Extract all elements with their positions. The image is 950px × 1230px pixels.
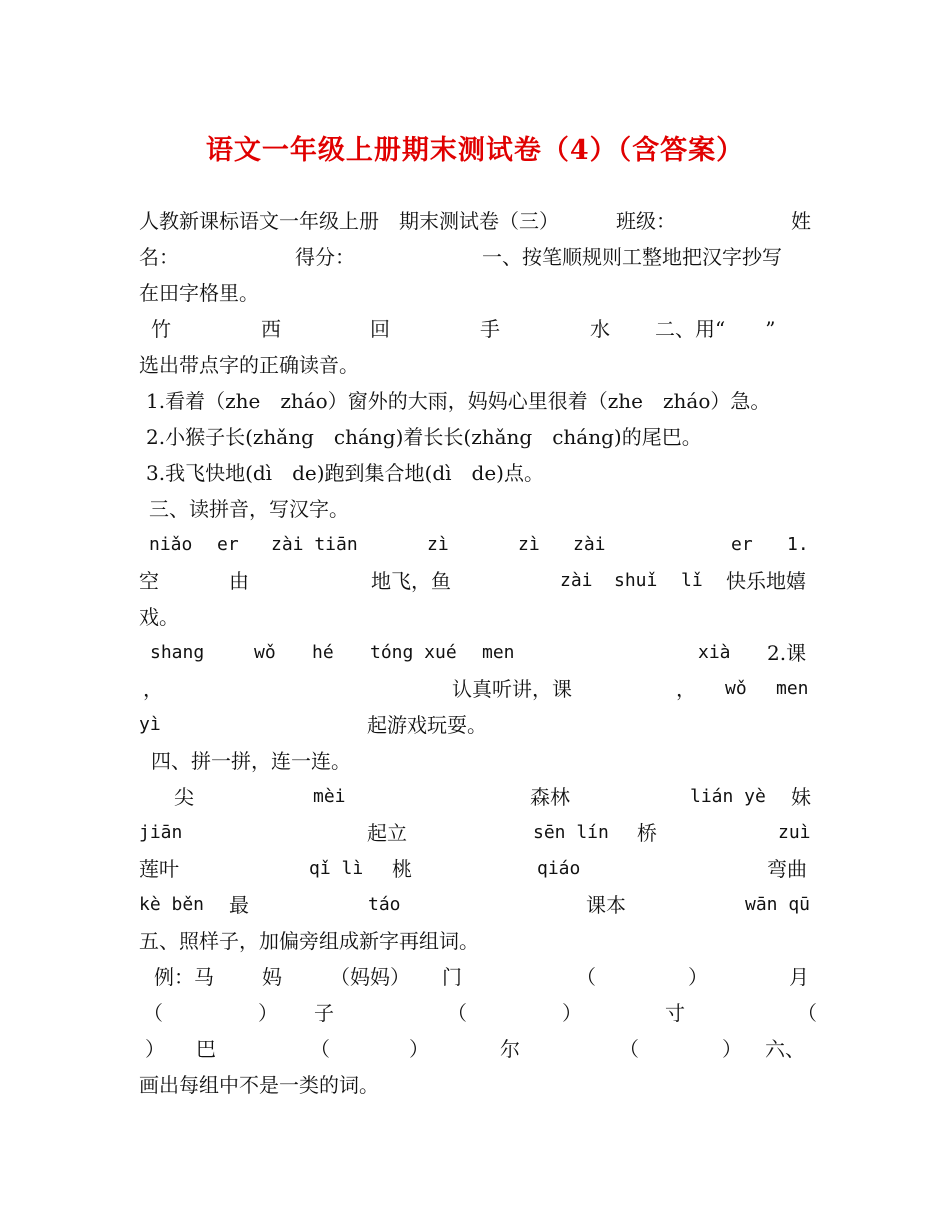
match-item: zuì [778,822,811,843]
pinyin-text: zì [518,534,540,555]
pinyin-text: lǐ [681,570,703,591]
pinyin-text: hé [312,642,334,663]
match-item: 桥 [637,821,657,845]
match-item: qǐ lì [309,858,364,879]
match-item: 起立 [367,821,407,845]
pinyin-text: wǒ [254,642,276,663]
answer-bracket: ） [688,965,708,989]
sentence-text: 戏。 [139,605,179,629]
copy-char: 回 [370,317,390,341]
answer-bracket: （ [143,1001,163,1025]
sentence-text: ， [676,677,696,701]
match-item: 妹 [791,785,811,809]
pinyin-text: xià [698,642,731,663]
answer-bracket: （ [576,965,596,989]
answer-bracket: ） [562,1001,582,1025]
answer-bracket: （ [797,1001,817,1025]
sentence-text: 起游戏玩耍。 [367,713,487,737]
question-number: 1. [787,534,809,555]
pinyin-text: shuǐ [614,570,658,591]
match-item: táo [368,894,401,915]
copy-char: 竹 [151,317,171,341]
copy-char: 手 [480,317,500,341]
pinyin-text: er [731,534,753,555]
radical-item: 子 [314,1001,334,1025]
pinyin-text: tóng xué [370,642,457,663]
pinyin-text: niǎo [149,534,193,555]
match-item: 最 [229,893,249,917]
match-item: 森林 [530,785,570,809]
sentence-text: ， [143,677,163,701]
answer-bracket: ） [722,1037,742,1061]
question-number: 2.课 [767,641,807,665]
answer-bracket: （ [447,1001,467,1025]
score-label: 得分： [295,245,355,269]
match-item: mèi [313,786,346,807]
example-text: 例：马 [154,965,214,989]
section5-heading: 五、照样子，加偏旁组成新字再组词。 [139,929,479,953]
sentence-text: 认真听讲，课 [452,677,572,701]
match-item: 桃 [392,857,412,881]
pinyin-text: men [776,678,809,699]
copy-char: 西 [261,317,281,341]
match-item: lián yè [690,786,766,807]
section4-heading: 四、拼一拼，连一连。 [151,749,351,773]
radical-item: 门 [442,965,462,989]
match-item: 课本 [586,893,626,917]
radical-item: 寸 [665,1001,685,1025]
sentence-text: 空 [139,569,159,593]
match-item: 弯曲 [767,857,807,881]
name-label-part1: 姓 [791,209,811,233]
pinyin-text: wǒ [725,678,747,699]
section2-item: 1.看着（zhe zháo）窗外的大雨，妈妈心里很着（zhe zháo）急。 [146,389,771,413]
answer-bracket: ） [409,1037,429,1061]
answer-bracket: ） [145,1037,165,1061]
match-item: kè běn [139,894,205,915]
section6-heading: 六、 [765,1037,805,1061]
section3-heading: 三、读拼音，写汉字。 [149,497,349,521]
match-item: jiān [139,822,183,843]
match-item: sēn lín [533,822,609,843]
radical-item: 月 [789,965,809,989]
pinyin-text: zì [427,534,449,555]
pinyin-text: yì [139,714,161,735]
pinyin-text: men [482,642,515,663]
pinyin-text: zài [573,534,606,555]
copy-char: 水 [590,317,610,341]
pinyin-text: zài [560,570,593,591]
section6-heading-cont: 画出每组中不是一类的词。 [139,1073,379,1097]
radical-item: 妈 [262,965,282,989]
match-item: qiáo [537,858,581,879]
match-item: 尖 [174,785,194,809]
match-item: 莲叶 [139,857,179,881]
answer-bracket: （ [619,1037,639,1061]
answer-bracket: ） [258,1001,278,1025]
document-title: 语文一年级上册期末测试卷（4）（含答案） [205,135,745,166]
exam-subtitle: 人教新课标语文一年级上册 期末测试卷（三） [139,209,559,233]
section1-heading: 一、按笔顺规则工整地把汉字抄写 [482,245,782,269]
match-item: wān qū [745,894,811,915]
radical-item: 巴 [196,1037,216,1061]
class-label: 班级： [616,209,676,233]
sentence-text: 快乐地嬉 [726,569,806,593]
section2-item: 2.小猴子长(zhǎng cháng)着长长(zhǎng cháng)的尾巴。 [146,425,702,449]
sentence-text: 由 [229,569,249,593]
section2-heading: 二、用“ ” [655,317,776,341]
pinyin-text: shang [150,642,205,663]
example-word: （妈妈） [330,965,410,989]
pinyin-text: zài tiān [271,534,358,555]
pinyin-text: er [217,534,239,555]
name-label-part2: 名： [139,245,179,269]
section1-heading-cont: 在田字格里。 [139,281,259,305]
section2-item: 3.我飞快地(dì de)跑到集合地(dì de)点。 [146,461,544,485]
answer-bracket: （ [310,1037,330,1061]
section2-heading-cont: 选出带点字的正确读音。 [139,353,359,377]
radical-item: 尔 [500,1037,520,1061]
sentence-text: 地飞，鱼 [371,569,451,593]
